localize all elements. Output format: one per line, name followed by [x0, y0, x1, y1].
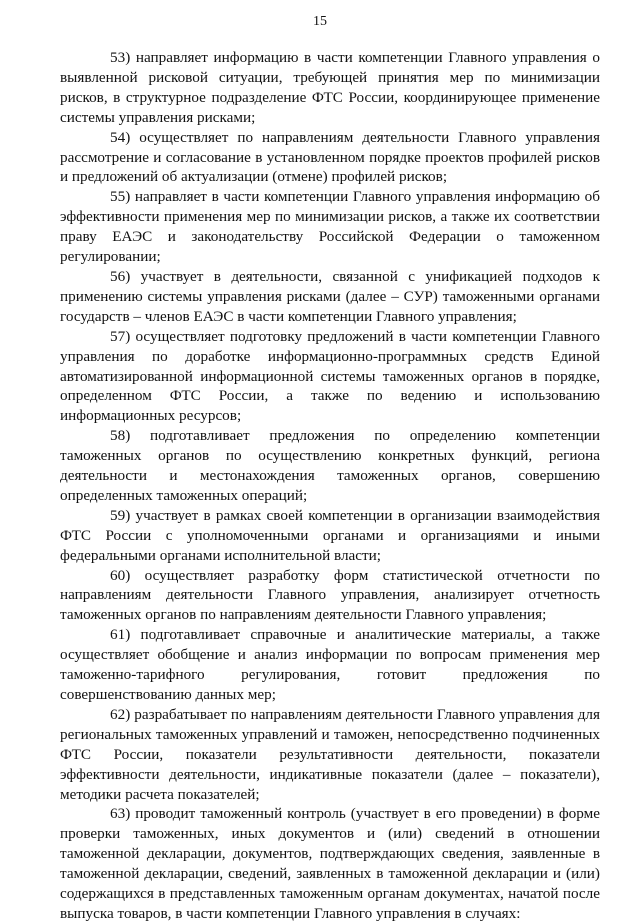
paragraph-62: 62) разрабатывает по направлениям деятельности Главного управления для региональных таможенных управлений и таможен, непосредственно подчиненных ФТС России, показатели результативности деятельности, показатели эффективности деятельности, индикативные показатели (далее – показатели), методики расчета показателей; — [60, 705, 600, 803]
paragraph-58: 58) подготавливает предложения по определению компетенции таможенных органов по осуществлению конкретных функций, региона деятельности и местонахождения таможенных органов, совершению определенных таможенных операций; — [60, 427, 600, 504]
paragraph-61: 61) подготавливает справочные и аналитические материалы, а также осуществляет обобщение и анализ информации по вопросам применения мер таможенно-тарифного регулирования, готовит предложения по совершенствованию данных мер; — [60, 626, 600, 703]
document-body — [60, 48, 600, 924]
page-number: 15 — [313, 14, 327, 29]
paragraph-59: 59) участвует в рамках своей компетенции в организации взаимодействия ФТС России с уполномоченными органами и организациями и иными федеральными органами исполнительной власти; — [60, 506, 600, 564]
paragraph-54: 54) осуществляет по направлениям деятельности Главного управления рассмотрение и согласование в установленном порядке проектов профилей рисков и предложений об актуализации (отмене) профилей рисков; — [60, 128, 600, 186]
paragraph-57: 57) осуществляет подготовку предложений в части компетенции Главного управления по доработке информационно-программных средств Единой автоматизированной информационной системы таможенных органов в порядке, определенном ФТС России, а также по ведению и использованию информационных ресурсов; — [60, 327, 600, 425]
paragraph-53: 53) направляет информацию в части компетенции Главного управления о выявленной рисковой ситуации, требующей принятия мер по минимизации рисков, в структурное подразделение ФТС России, координирующее применение системы управления рисками; — [60, 49, 600, 126]
paragraph-56: 56) участвует в деятельности, связанной с унификацией подходов к применению системы управления рисками (далее – СУР) таможенными органами государств – членов ЕАЭС в части компетенции Главного управления; — [60, 267, 600, 325]
paragraph-63: 63) проводит таможенный контроль (участвует в его проведении) в форме проверки таможенных, иных документов и (или) сведений в отношении таможенной декларации, документов, подтверждающих сведения, заявленные в таможенной декларации, сведений, заявленных в таможенной декларации и (или) содержащихся в представленных таможенным органам документах, начатой после выпуска товаров, в части компетенции Главного управления в случаях: — [60, 805, 600, 922]
paragraph-55: 55) направляет в части компетенции Главного управления информацию об эффективности применения мер по минимизации рисков, а также их соответствии праву ЕАЭС и законодательству Российской Федерации о таможенном регулировании; — [60, 188, 600, 266]
paragraph-60: 60) осуществляет разработку форм статистической отчетности по направлениям деятельности Главного управления, анализирует отчетность таможенных органов по направлениям деятельности Главного управления; — [60, 566, 600, 624]
